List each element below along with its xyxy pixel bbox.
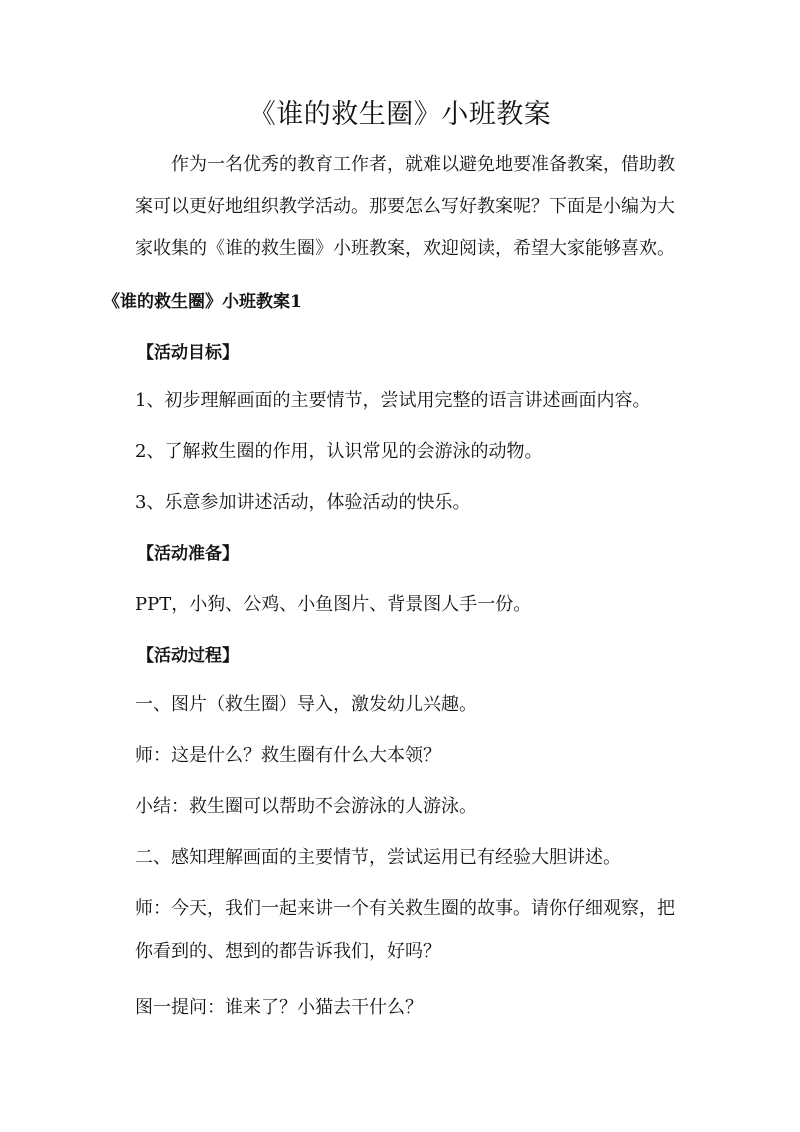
teacher-question-1: 师：这是什么？救生圈有什么大本领？ xyxy=(135,745,441,766)
section-heading-process: 【活动过程】 xyxy=(137,646,239,666)
section-heading-preparation: 【活动准备】 xyxy=(137,544,239,564)
process-step-1: 一、图片（救生圈）导入，激发幼儿兴趣。 xyxy=(135,694,477,715)
process-step-2: 二、感知理解画面的主要情节，尝试运用已有经验大胆讲述。 xyxy=(135,847,621,868)
preparation-text: PPT，小狗、公鸡、小鱼图片、背景图人手一份。 xyxy=(135,594,532,615)
goal-item-1: 1、初步理解画面的主要情节，尝试用完整的语言讲述画面内容。 xyxy=(135,390,651,411)
summary-1: 小结：救生圈可以帮助不会游泳的人游泳。 xyxy=(135,796,477,817)
goal-item-2: 2、了解救生圈的作用，认识常见的会游泳的动物。 xyxy=(135,441,543,462)
teacher-story-paragraph xyxy=(135,887,675,973)
document-title: 《谁的救生圈》小班教案 xyxy=(248,99,552,130)
intro-paragraph: 作为一名优秀的教育工作者，就难以避免地要准备教案，借助教案可以更好地组织教学活动。那要怎么写好教案呢？下面是小编为大家收集的《谁的救生圈》小班教案，欢迎阅读，希望大家能够喜欢。 xyxy=(135,154,675,259)
teacher-story-text: 师：今天，我们一起来讲一个有关救生圈的故事。请你仔细观察，把你看到的、想到的都告诉我们，好吗？ xyxy=(135,898,675,962)
section-heading-goals: 【活动目标】 xyxy=(137,343,239,363)
picture-1-question: 图一提问：谁来了？小猫去干什么？ xyxy=(135,997,423,1018)
lesson-subtitle: 《谁的救生圈》小班教案1 xyxy=(103,292,302,312)
goal-item-3: 3、乐意参加讲述活动，体验活动的快乐。 xyxy=(135,492,471,513)
